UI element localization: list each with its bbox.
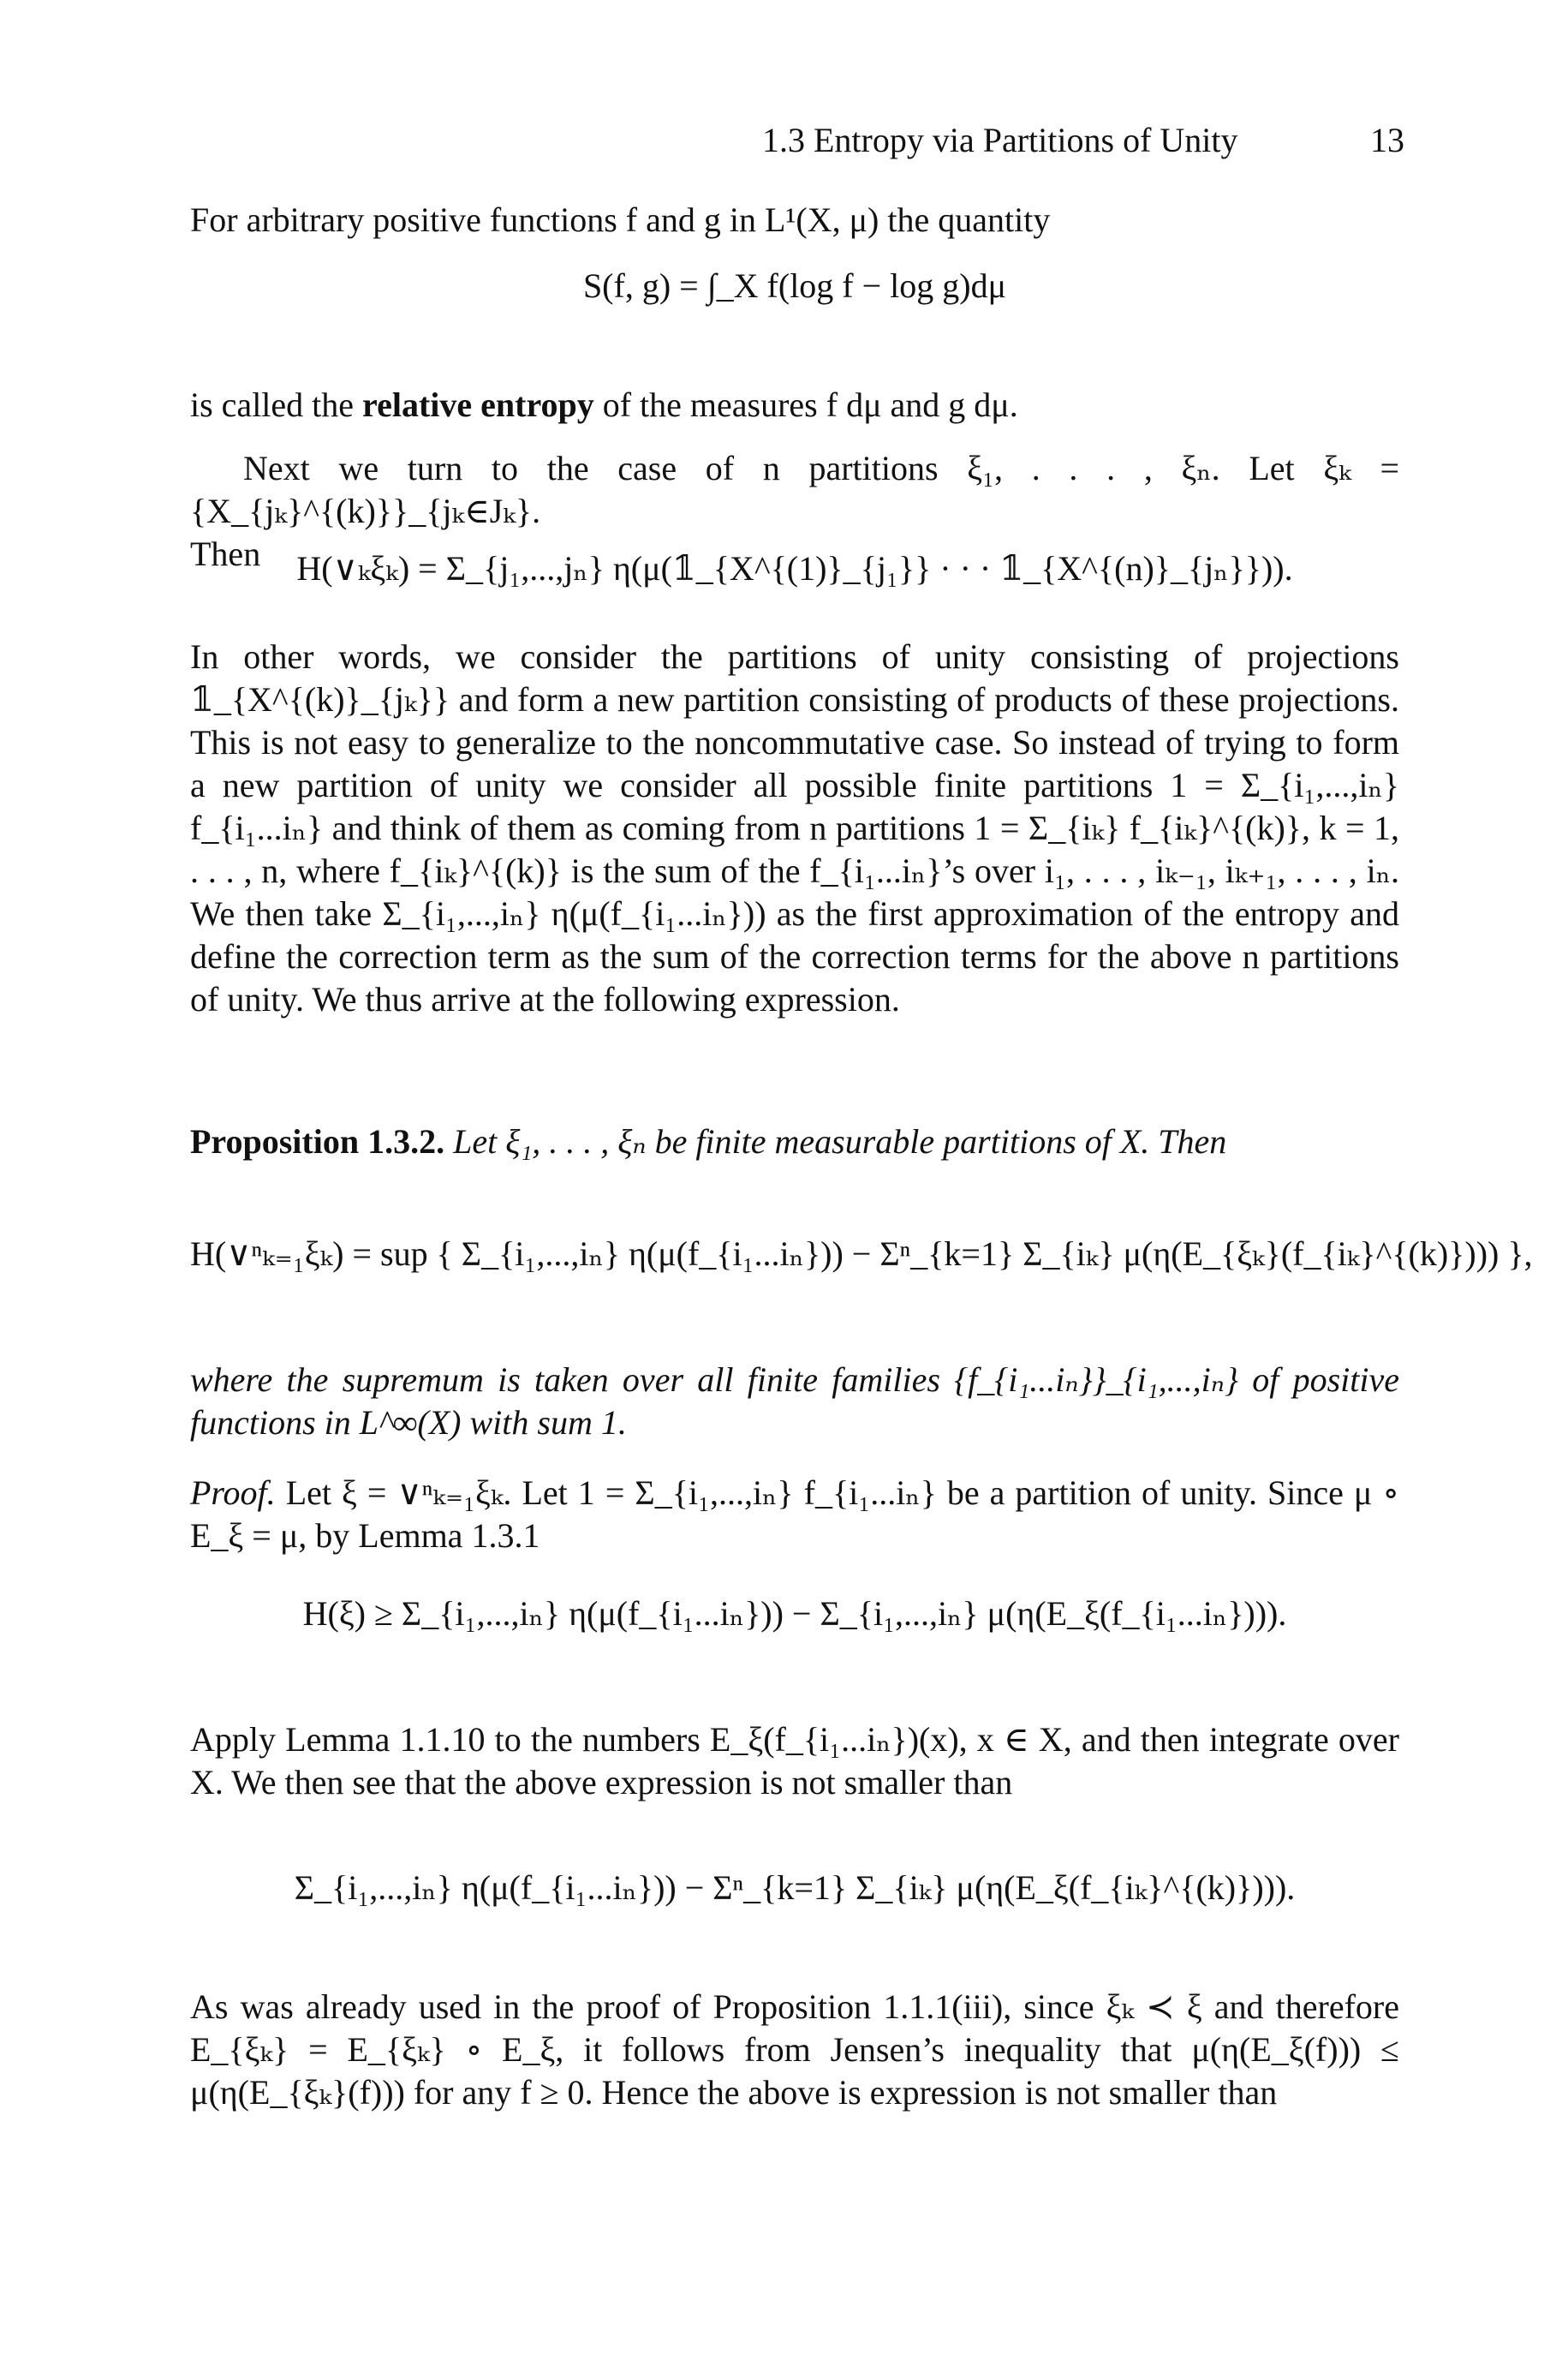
- proof-text: Let ξ = ∨ⁿₖ₌₁ξₖ. Let 1 = Σ_{i₁,...,iₙ} f_{i₁...iₙ} be a partition of unity. Since μ ∘ E_ξ = μ, by Lemma 1.3.1: [190, 1473, 1400, 1555]
- proposition-label: Proposition 1.3.2.: [190, 1122, 445, 1161]
- term-bold: relative entropy: [362, 385, 594, 424]
- paragraph-text: where the supremum is taken over all finite families {f_{i₁...iₙ}}_{i₁,...,iₙ} of positive functions in L^∞(X) with sum 1.: [190, 1360, 1399, 1442]
- equation-sup: [190, 1234, 1533, 1274]
- equation-text: H(ξ) ≥ Σ_{i₁,...,iₙ} η(μ(f_{i₁...iₙ})) − Σ_{i₁,...,iₙ} μ(η(E_ξ(f_{i₁...iₙ}))).: [302, 1594, 1287, 1633]
- equation-lower-bound: [190, 1867, 1399, 1908]
- proposition-statement: [190, 1120, 1399, 1163]
- equation-lemma-bound: [190, 1593, 1399, 1634]
- proposition-1-3-2: [190, 1120, 1399, 1163]
- paragraph-text: For arbitrary positive functions f and g in L¹(X, μ) the quantity: [190, 200, 1051, 239]
- proof-label: Proof.: [190, 1473, 276, 1512]
- running-header-title: 1.3 Entropy via Partitions of Unity: [762, 121, 1238, 159]
- equation-text: H(∨ⁿₖ₌₁ξₖ) = sup { Σ_{i₁,...,iₙ} η(μ(f_{i₁...iₙ})) − Σⁿ_{k=1} Σ_{iₖ} μ(η(E_{ξₖ}(f_{iₖ}^{(k)}))) },: [190, 1234, 1533, 1273]
- page-number: 13: [1370, 121, 1404, 159]
- equation-text: Σ_{i₁,...,iₙ} η(μ(f_{i₁...iₙ})) − Σⁿ_{k=1} Σ_{iₖ} μ(η(E_ξ(f_{iₖ}^{(k)}))).: [294, 1868, 1296, 1907]
- paragraph-text: [190, 384, 1399, 427]
- proposition-text: Let ξ₁, . . . , ξₙ be finite measurable partitions of X. Then: [453, 1122, 1227, 1161]
- paragraph-intro: [190, 199, 1399, 242]
- text-span: is called the: [190, 385, 363, 424]
- proposition-tail: [190, 1359, 1399, 1444]
- paragraph-text: In other words, we consider the partitions of unity consisting of projections 𝟙_{X^{(k)}_{jₖ}} and form a new partition consisting of products of these projections. This is not easy to generalize to the noncommutative case. So instead of trying to form a new partition of unity we consider all possible finite partitions 1 = Σ_{i₁,...,iₙ} f_{i₁...iₙ} and think of them as coming from n partitions 1 = Σ_{iₖ} f_{iₖ}^{(k)}, k = 1, . . . , n, where f_{iₖ}^{(k)} is the sum of the f_{i₁...iₙ}’s over i₁, . . . , iₖ₋₁, iₖ₊₁, . . . , iₙ. We then take Σ_{i₁,...,iₙ} η(μ(f_{i₁...iₙ})) as the first approximation of the entropy and define the correction term as the sum of the correction terms for the above n partitions of unity. We thus arrive at the following expression.: [190, 637, 1399, 1019]
- paragraph-text: Apply Lemma 1.1.10 to the numbers E_ξ(f_{i₁...iₙ})(x), x ∈ X, and then integrate over X. We then see that the above expression is not smaller than: [190, 1720, 1399, 1801]
- paragraph-lemma-1-1-10: [190, 1718, 1399, 1804]
- equation-join-entropy: [190, 548, 1399, 589]
- paragraph-jensen: [190, 1986, 1399, 2114]
- equation-text: H(∨ₖξₖ) = Σ_{j₁,...,jₙ} η(μ(𝟙_{X^{(1)}_{j₁}} · · · 𝟙_{X^{(n)}_{jₙ}})).: [296, 549, 1293, 588]
- proof-block: [190, 1472, 1399, 1557]
- paragraph-text: As was already used in the proof of Proposition 1.1.1(iii), since ξₖ ≺ ξ and therefore E_{ξₖ} = E_{ξₖ} ∘ E_ξ, it follows from Jensen’s inequality that μ(η(E_ξ(f))) ≤ μ(η(E_{ξₖ}(f))) for any f ≥ 0. Hence the above is expression is not smaller than: [190, 1987, 1399, 2112]
- equation-relative-entropy: [190, 266, 1399, 306]
- equation-text: S(f, g) = ∫_X f(log f − log g)dμ: [582, 266, 1007, 305]
- text-span: of the measures f dμ and g dμ.: [593, 385, 1018, 424]
- paragraph-text: Then: [190, 535, 261, 573]
- paragraph-relative-entropy: [190, 384, 1399, 427]
- paragraph-text: Next we turn to the case of n partitions ξ₁, . . . , ξₙ. Let ξₖ = {X_{jₖ}^{(k)}}_{jₖ∈Jₖ}.: [190, 449, 1399, 530]
- paragraph-other-words: [190, 636, 1399, 1021]
- paragraph-text: [190, 1472, 1399, 1557]
